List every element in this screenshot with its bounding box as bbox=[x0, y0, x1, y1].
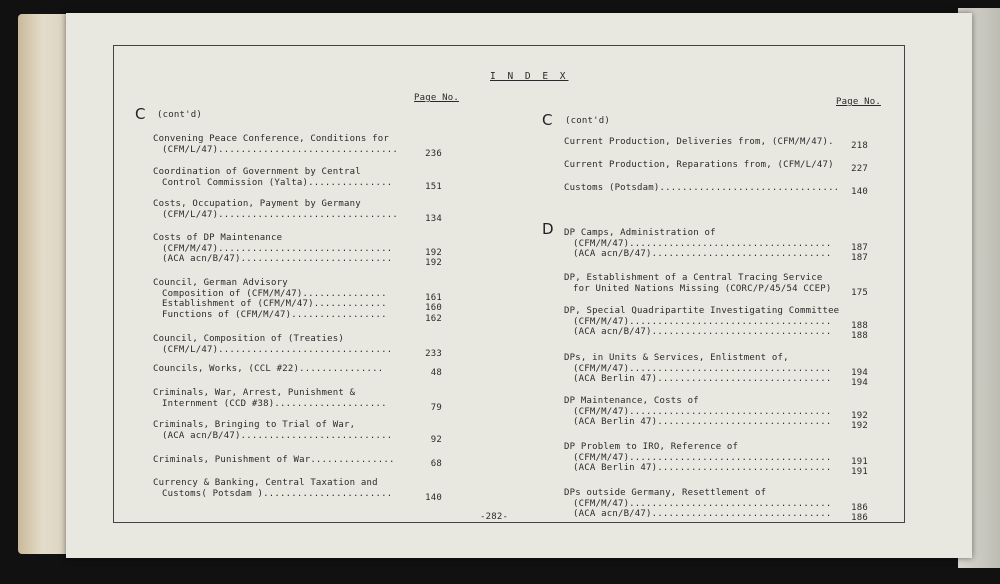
section-cont-right: (cont'd) bbox=[565, 116, 610, 126]
page-reference: 134 bbox=[425, 213, 442, 224]
entry-line: Criminals, Bringing to Trial of War, bbox=[153, 420, 356, 430]
page-reference: 140 bbox=[425, 492, 442, 503]
entry-line: Composition of (CFM/M/47)............... bbox=[162, 288, 387, 299]
page-number: -282- bbox=[480, 512, 509, 522]
page-reference: 175 bbox=[851, 287, 868, 298]
page-reference: 233 bbox=[425, 348, 442, 359]
entry-line: Council, Composition of (Treaties) bbox=[153, 334, 345, 344]
entry-line: (ACA Berlin 47)............................... bbox=[573, 463, 832, 473]
page-reference: 192 bbox=[851, 410, 868, 421]
entry-line: (ACA acn/B/47)........................... bbox=[162, 430, 393, 441]
page-reference: 187 bbox=[851, 253, 868, 263]
entry-line: DPs outside Germany, Resettlement of bbox=[564, 488, 767, 498]
page-reference: 187 bbox=[851, 242, 868, 253]
entry-line: Currency & Banking, Central Taxation and bbox=[153, 478, 378, 488]
page-reference: 140 bbox=[851, 187, 868, 197]
entry-line: DP Maintenance, Costs of bbox=[564, 396, 699, 406]
page-reference: 191 bbox=[851, 456, 868, 467]
page-reference: 191 bbox=[851, 467, 868, 477]
entry-line: Customs (Potsdam)................................ bbox=[564, 183, 840, 193]
page-reference: 162 bbox=[425, 313, 442, 324]
entry-line: DP Camps, Administration of bbox=[564, 228, 716, 238]
entry-line: (ACA acn/B/47)................................ bbox=[573, 327, 832, 337]
entry-line: (ACA Berlin 47)............................... bbox=[573, 417, 832, 427]
entry-line: (ACA acn/B/47)................................ bbox=[573, 509, 832, 519]
page-reference: 192 bbox=[851, 421, 868, 431]
page-reference: 186 bbox=[851, 502, 868, 513]
page-reference: 161 bbox=[425, 292, 442, 303]
page-reference: 188 bbox=[851, 331, 868, 341]
entry-line: Internment (CCD #38).................... bbox=[162, 398, 387, 409]
entry-line: (CFM/L/47)................................ bbox=[162, 209, 398, 220]
entry-line: Criminals, Punishment of War............... bbox=[153, 455, 395, 465]
page-reference: 186 bbox=[851, 513, 868, 523]
entry-line: (ACA acn/B/47)................................ bbox=[573, 249, 832, 259]
page-reference: 68 bbox=[430, 459, 442, 469]
entry-line: Control Commission (Yalta)............... bbox=[162, 177, 393, 188]
entry-line: Establishment of (CFM/M/47)............. bbox=[162, 299, 387, 309]
page-reference: 188 bbox=[851, 320, 868, 331]
section-letter-c-right: C bbox=[542, 111, 553, 129]
page-reference: 194 bbox=[851, 367, 868, 378]
entry-line: Customs( Potsdam )....................... bbox=[162, 488, 393, 499]
entry-line: Councils, Works, (CCL #22)............... bbox=[153, 364, 384, 374]
entry-line: Convening Peace Conference, Conditions for bbox=[153, 134, 389, 144]
page-reference: 194 bbox=[851, 378, 868, 388]
page-reference: 79 bbox=[430, 402, 442, 413]
page-reference: 227 bbox=[851, 164, 868, 174]
entry-line: Current Production, Deliveries from, (CFM/M/47). bbox=[564, 137, 834, 147]
page-reference: 192 bbox=[425, 258, 442, 268]
entry-line: (ACA Berlin 47)............................... bbox=[573, 374, 832, 384]
entry-line: (CFM/M/47).................................... bbox=[573, 498, 832, 509]
entry-line: DP Problem to IRO, Reference of bbox=[564, 442, 739, 452]
entry-line: (CFM/M/47).................................... bbox=[573, 238, 832, 249]
entry-line: for United Nations Missing (CORC/P/45/54 CCEP) bbox=[573, 283, 832, 294]
section-letter-d: D bbox=[542, 220, 554, 238]
page-reference: 160 bbox=[425, 303, 442, 313]
index-title: I N D E X bbox=[490, 71, 569, 82]
entry-line: Functions of (CFM/M/47)................. bbox=[162, 309, 387, 320]
page-no-header-right: Page No. bbox=[836, 97, 881, 107]
entry-line: (CFM/M/47)............................... bbox=[162, 243, 393, 254]
entry-line: Costs, Occupation, Payment by Germany bbox=[153, 199, 361, 209]
entry-line: DP, Special Quadripartite Investigating Committee bbox=[564, 306, 840, 316]
page-reference: 92 bbox=[430, 434, 442, 445]
entry-line: Current Production, Reparations from, (CFM/L/47) bbox=[564, 160, 834, 170]
page-reference: 236 bbox=[425, 148, 442, 159]
entry-line: (CFM/M/47).................................... bbox=[573, 316, 832, 327]
entry-line: Costs of DP Maintenance bbox=[153, 233, 283, 243]
entry-line: (ACA acn/B/47)........................... bbox=[162, 254, 393, 264]
entry-line: DP, Establishment of a Central Tracing Service bbox=[564, 273, 823, 283]
entry-line: Criminals, War, Arrest, Punishment & bbox=[153, 388, 356, 398]
entry-line: Council, German Advisory bbox=[153, 278, 288, 288]
entry-line: (CFM/M/47).................................... bbox=[573, 452, 832, 463]
section-letter-c-left: C bbox=[135, 105, 146, 123]
entry-line: (CFM/M/47).................................... bbox=[573, 363, 832, 374]
entry-line: (CFM/L/47)............................... bbox=[162, 344, 393, 355]
page-reference: 151 bbox=[425, 181, 442, 192]
page-reference: 48 bbox=[430, 368, 442, 378]
page-no-header-left: Page No. bbox=[414, 93, 459, 103]
page-reference: 192 bbox=[425, 247, 442, 258]
entry-line: DPs, in Units & Services, Enlistment of, bbox=[564, 353, 789, 363]
entry-line: (CFM/L/47)................................ bbox=[162, 144, 398, 155]
entry-line: (CFM/M/47).................................... bbox=[573, 406, 832, 417]
page-reference: 218 bbox=[851, 141, 868, 151]
entry-line: Coordination of Government by Central bbox=[153, 167, 361, 177]
section-cont-left: (cont'd) bbox=[157, 110, 202, 120]
